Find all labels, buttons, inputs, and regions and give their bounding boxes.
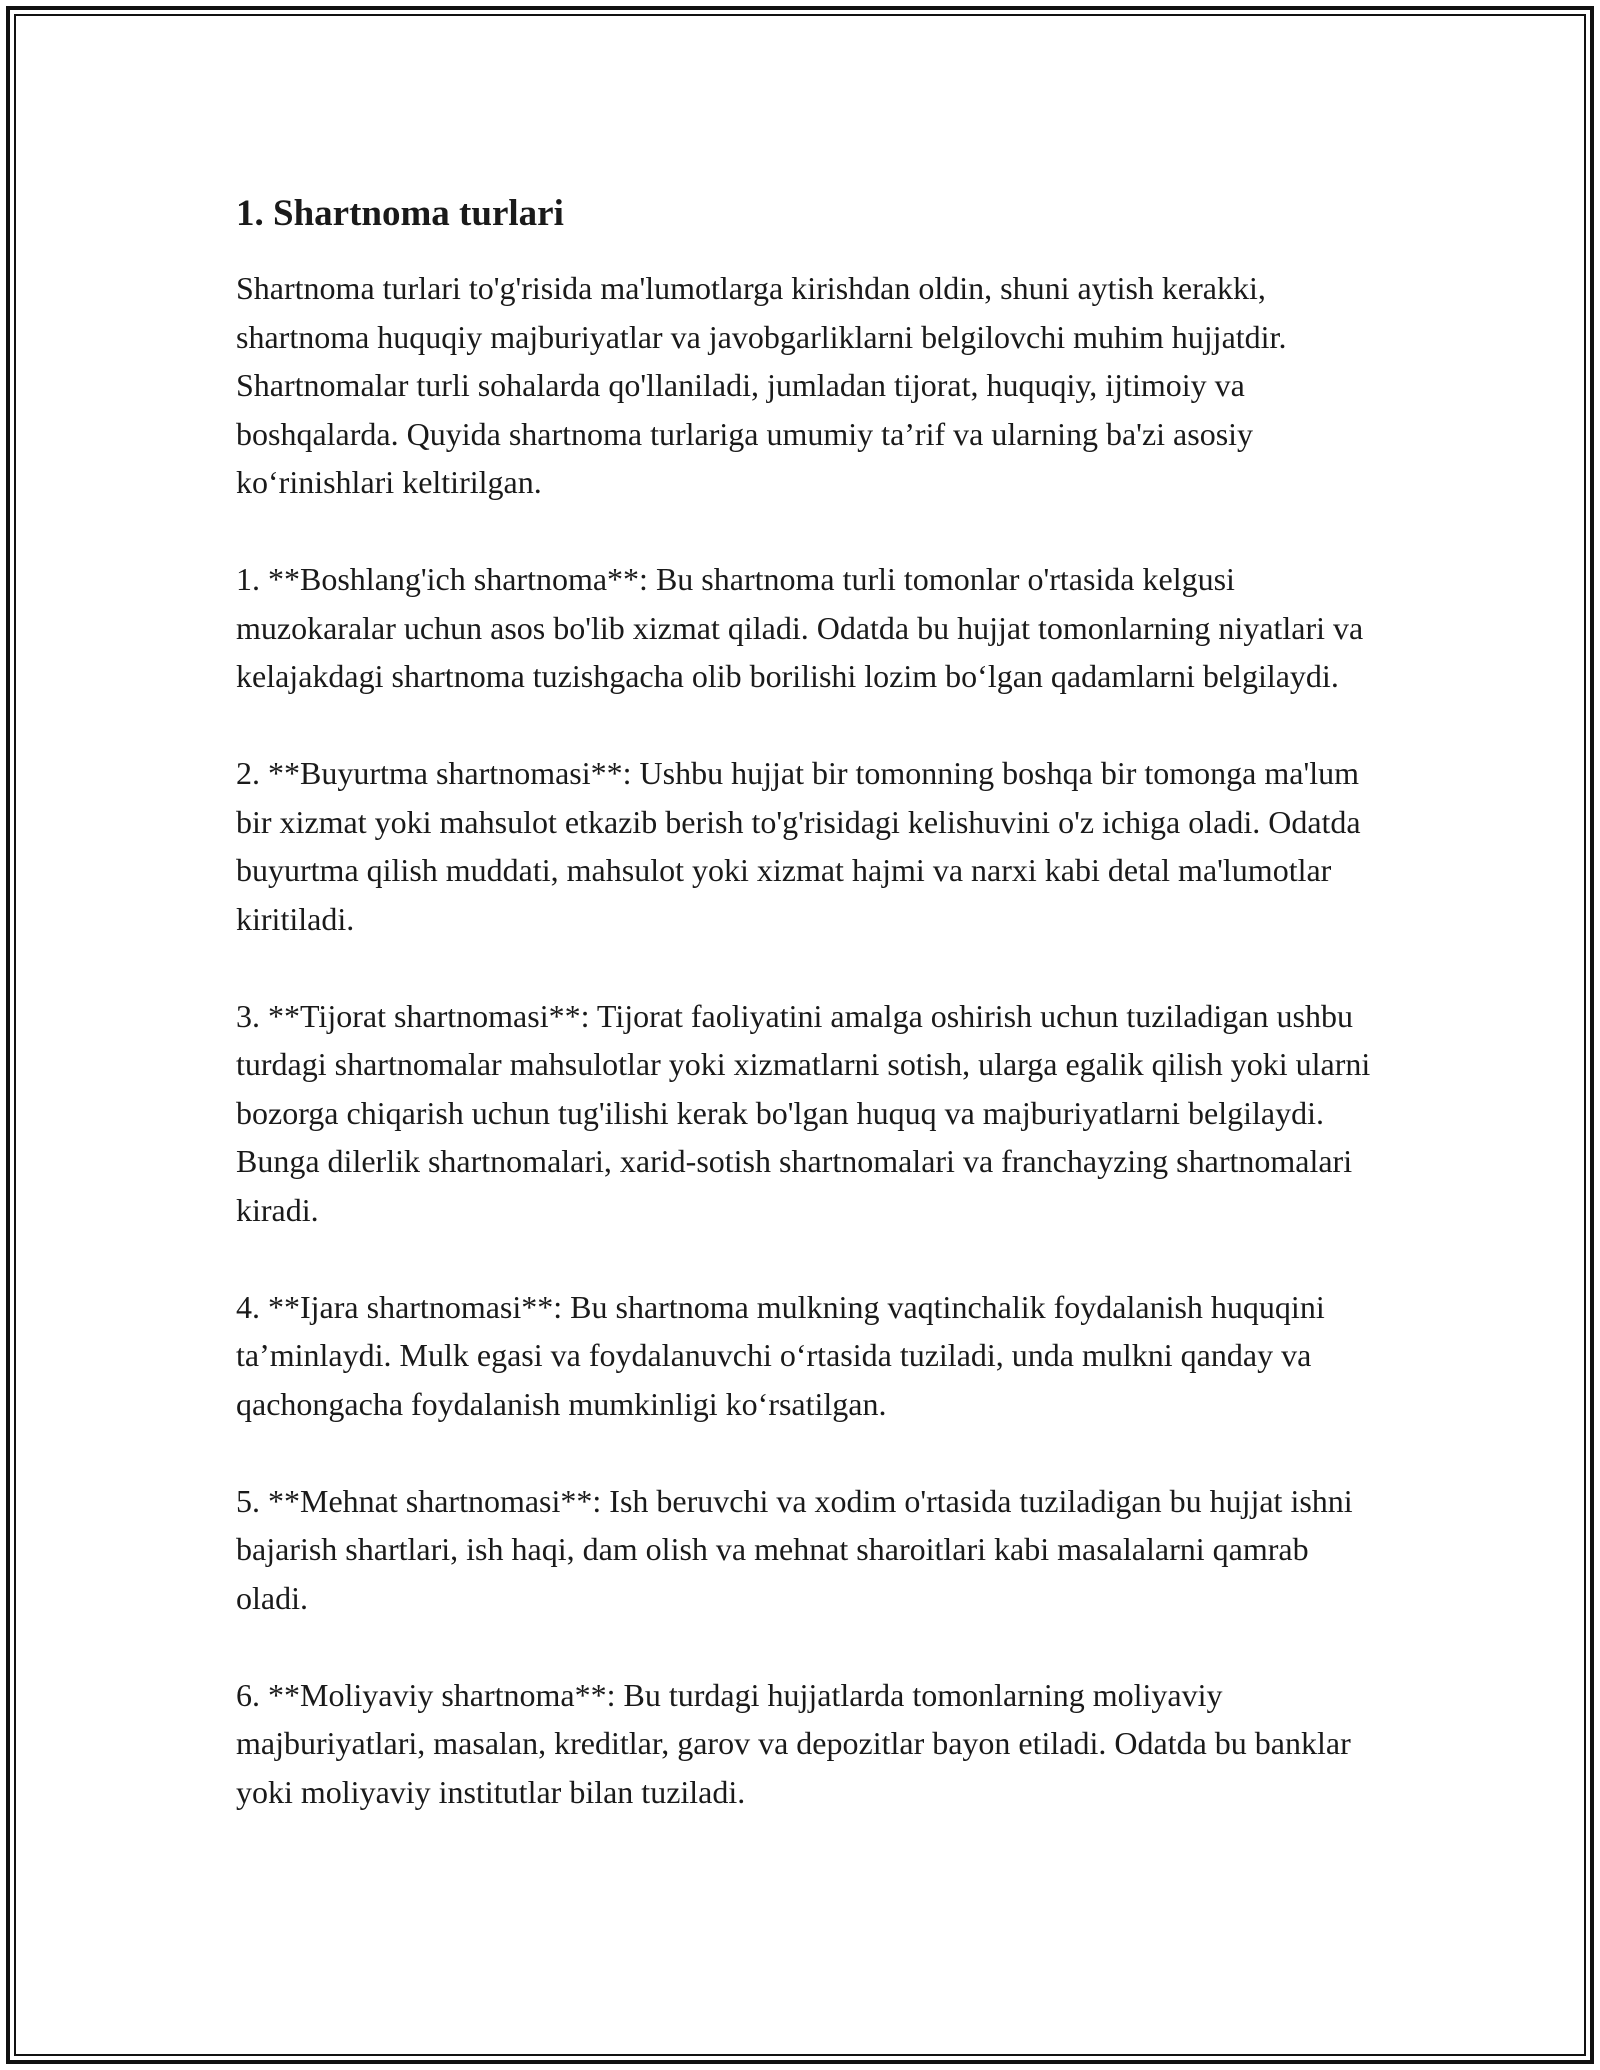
document-body	[236, 186, 1386, 1816]
list-item-moliyaviy: 6. **Moliyaviy shartnoma**: Bu turdagi hujjatlarda tomonlarning moliyaviy majburiyatlari, masalan, kreditlar, garov va depozitlar bayon etiladi. Odatda bu banklar yoki moliyaviy institutlar bilan tuziladi.	[236, 1676, 1351, 1810]
list-item-tijorat: 3. **Tijorat shartnomasi**: Tijorat faoliyatini amalga oshirish uchun tuziladigan ushbu turdagi shartnomalar mahsulotlar yoki xizmatlarni sotish, ularga egalik qilish yoki ularni bozorga chiqarish uchun tug'ilishi kerak bo'lgan huquq va majburiyatlarni belgilaydi. Bunga dilerlik shartnomalari, xarid-sotish shartnomalari va franchayzing shartnomalari kiradi.	[236, 997, 1371, 1228]
intro-paragraph: Shartnoma turlari to'g'risida ma'lumotlarga kirishdan oldin, shuni aytish kerakki, shartnoma huquqiy majburiyatlar va javobgarliklarni belgilovchi muhim hujjatdir. Shartnomalar turli sohalarda qo'llaniladi, jumladan tijorat, huquqiy, ijtimoiy va boshqalarda. Quyida shartnoma turlariga umumiy ta’rif va ularning ba'zi asosiy ko‘rinishlari keltirilgan.	[236, 270, 1287, 500]
list-item-ijara: 4. **Ijara shartnomasi**: Bu shartnoma mulkning vaqtinchalik foydalanish huquqini ta’minlaydi. Mulk egasi va foydalanuvchi o‘rtasida tuziladi, unda mulkni qanday va qachongacha foydalanish mumkinligi ko‘rsatilgan.	[236, 1288, 1325, 1422]
list-item-boshlangich: 1. **Boshlang'ich shartnoma**: Bu shartnoma turli tomonlar o'rtasida kelgusi muzokaralar uchun asos bo'lib xizmat qiladi. Odatda bu hujjat tomonlarning niyatlari va kelajakdagi shartnoma tuzishgacha olib borilishi lozim bo‘lgan qadamlarni belgilaydi.	[236, 561, 1364, 694]
list-item-buyurtma: 2. **Buyurtma shartnomasi**: Ushbu hujjat bir tomonning boshqa bir tomonga ma'lum bir xizmat yoki mahsulot etkazib berish to'g'risidagi kelishuvini o'z ichiga oladi. Odatda buyurtma qilish muddati, mahsulot yoki xizmat hajmi va narxi kabi detal ma'lumotlar kiritiladi.	[236, 755, 1361, 937]
list-item-mehnat: 5. **Mehnat shartnomasi**: Ish beruvchi va xodim o'rtasida tuziladigan bu hujjat ishni bajarish shartlari, ish haqi, dam olish va mehnat sharoitlari kabi masalalarni qamrab oladi.	[236, 1482, 1353, 1616]
document-title: 1. Shartnoma turlari	[236, 193, 564, 234]
